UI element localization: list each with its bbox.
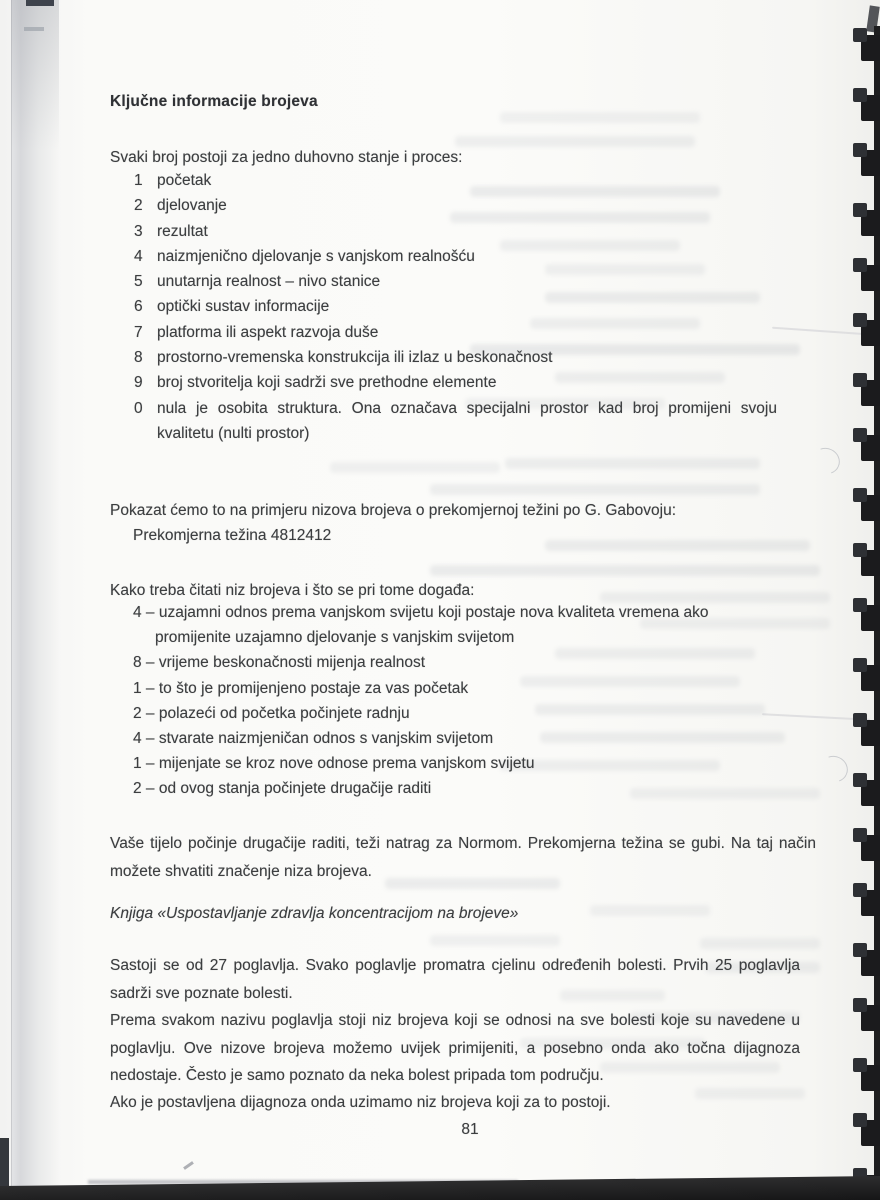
list-item-text: platforma ili aspekt razvoja duše bbox=[157, 323, 379, 341]
list-item-number: 8 bbox=[134, 349, 143, 367]
list-item-number: 0 bbox=[134, 399, 143, 417]
binding-tooth-notch bbox=[853, 203, 867, 217]
list-item-text: rezultat bbox=[157, 222, 208, 240]
list-item-number: 9 bbox=[134, 374, 143, 392]
example-value: Prekomjerna težina 4812412 bbox=[133, 527, 332, 544]
bleed-through-artifact bbox=[330, 462, 500, 473]
list-item-number: 1 bbox=[134, 172, 143, 189]
list-item-number: 5 bbox=[134, 273, 143, 291]
bottom-left-scan-mark bbox=[0, 1138, 9, 1190]
list-item-text: optički sustav informacije bbox=[157, 298, 330, 316]
pencil-mark bbox=[183, 1161, 194, 1170]
left-edge-shadow-top bbox=[11, 0, 59, 150]
list-item-text: nula je osobita struktura. Ona označava specijalni prostor kad broj promijeni svoju kvalitetu (nulti prostor) bbox=[157, 399, 777, 442]
binding-tooth-notch bbox=[853, 658, 867, 672]
page-curl-mark bbox=[816, 751, 852, 786]
intro-line: Svaki broj postoji za jedno duhovno stanje i proces: bbox=[110, 149, 463, 166]
list-item-number: 2 bbox=[134, 197, 143, 215]
reading-step: 1 – to što je promijenjeno postaje za vas početak bbox=[133, 679, 469, 697]
binding-tooth-notch bbox=[853, 313, 867, 327]
binding-tooth-notch bbox=[853, 943, 867, 957]
paragraph: Sastoji se od 27 poglavlja. Svako poglavlje promatra cjelinu određenih bolesti. Prvih 25 poglavlja sadrži sve poznate bolesti. bbox=[110, 957, 800, 1002]
number-meanings-list bbox=[110, 168, 800, 446]
list-item-text: naizmjenično djelovanje s vanjskom realnošću bbox=[157, 247, 475, 265]
binding-tooth-notch bbox=[853, 28, 867, 42]
list-item bbox=[110, 244, 800, 269]
bleed-through-artifact bbox=[430, 484, 760, 495]
page-title: Ključne informacije brojeva bbox=[110, 93, 318, 110]
binding-tooth-notch bbox=[853, 488, 867, 502]
list-item bbox=[110, 269, 800, 294]
list-item bbox=[110, 345, 800, 370]
binding-tooth-notch bbox=[853, 773, 867, 787]
binding-tooth-notch bbox=[853, 428, 867, 442]
binding-tooth-notch bbox=[853, 258, 867, 272]
binding-tooth-notch bbox=[853, 883, 867, 897]
top-left-scan-mark bbox=[26, 0, 54, 6]
list-item bbox=[110, 193, 800, 218]
page-number: 81 bbox=[461, 1121, 479, 1138]
binding-tooth-notch bbox=[853, 373, 867, 387]
binding-tooth-notch bbox=[853, 1113, 867, 1127]
bleed-through-artifact bbox=[700, 938, 820, 949]
reading-step: 8 – vrijeme beskonačnosti mijenja realnost bbox=[133, 654, 426, 672]
example-intro: Pokazat ćemo to na primjeru nizova brojeva o prekomjernoj težini po G. Gabovoju: bbox=[110, 502, 677, 519]
list-item bbox=[110, 294, 800, 319]
list-item-text: broj stvoritelja koji sadrži sve prethodne elemente bbox=[157, 374, 497, 392]
list-item-number: 6 bbox=[134, 298, 143, 316]
list-item-text: djelovanje bbox=[157, 197, 227, 215]
page-curl-mark bbox=[808, 443, 844, 478]
list-item-text: prostorno-vremenska konstrukcija ili izlaz u beskonačnost bbox=[157, 349, 553, 367]
list-item bbox=[110, 396, 800, 447]
paragraph: Prema svakom nazivu poglavlja stoji niz brojeva koji se odnosi na sve bolesti koje su navedene u poglavlju. Ove nizove brojeva možemo uvijek primijeniti, a posebno onda ako točna dijagnoza nedostaje. Često je samo poznato da neka bolest pripada tom području. bbox=[110, 1012, 800, 1084]
list-item-number: 3 bbox=[134, 222, 143, 240]
top-left-scan-mark bbox=[24, 27, 44, 31]
bleed-through-artifact bbox=[505, 458, 760, 469]
reading-intro: Kako treba čitati niz brojeva i što se pri tome događa: bbox=[110, 582, 475, 599]
list-item bbox=[110, 168, 800, 193]
reading-step: 4 – stvarate naizmjeničan odnos s vanjskim svijetom bbox=[133, 730, 494, 748]
bleed-through-artifact bbox=[430, 565, 820, 576]
binding-tooth-notch bbox=[853, 143, 867, 157]
conclusion-paragraph: Vaše tijelo počinje drugačije raditi, teži natrag za Normom. Prekomjerna težina se gubi. Na taj način možete shvatiti značenje niza brojeva. bbox=[110, 835, 816, 880]
list-item bbox=[110, 219, 800, 244]
bleed-through-artifact bbox=[430, 935, 560, 946]
reading-steps-list bbox=[133, 600, 743, 802]
list-item bbox=[110, 370, 800, 395]
list-item-number: 4 bbox=[134, 247, 143, 265]
list-item-text: početak bbox=[157, 172, 212, 189]
list-item-number: 7 bbox=[134, 323, 143, 341]
binding-tooth-notch bbox=[853, 88, 867, 102]
binding-tooth-notch bbox=[853, 713, 867, 727]
list-item bbox=[110, 320, 800, 345]
list-item-text: unutarnja realnost – nivo stanice bbox=[157, 273, 381, 291]
reading-step: 1 – mijenjate se kroz nove odnose prema vanjskom svijetu bbox=[133, 755, 535, 773]
binding-tooth-notch bbox=[853, 543, 867, 557]
binding-tooth-notch bbox=[853, 998, 867, 1012]
left-edge-shadow bbox=[11, 0, 60, 1200]
book-reference: Knjiga «Uspostavljanje zdravlja koncentracijom na brojeve» bbox=[110, 905, 519, 922]
binding-tooth-notch bbox=[853, 828, 867, 842]
reading-step: 4 – uzajamni odnos prema vanjskom svijetu koji postaje nova kvaliteta vremena ako promijenite uzajamno djelovanje s vanjskim svijetom bbox=[133, 604, 709, 647]
reading-step: 2 – od ovog stanja počinjete drugačije raditi bbox=[133, 780, 432, 798]
binding-tooth-notch bbox=[853, 598, 867, 612]
paragraph: Ako je postavljena dijagnoza onda uzimamo niz brojeva koji za to postoji. bbox=[110, 1094, 611, 1111]
reading-step: 2 – polazeći od početka počinjete radnju bbox=[133, 704, 410, 722]
binding-tooth-notch bbox=[853, 1058, 867, 1072]
